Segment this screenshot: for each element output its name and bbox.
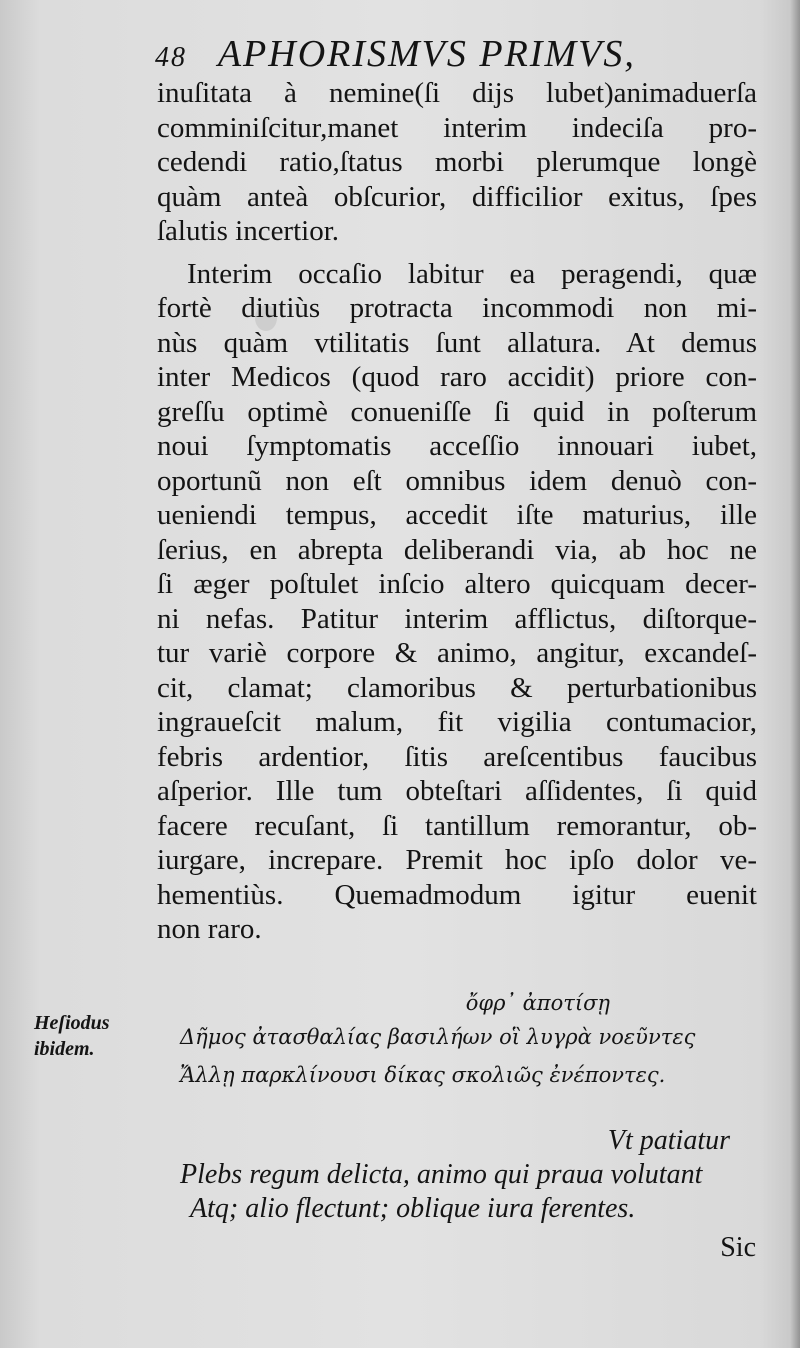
text-line: aſperior. Ille tum obteſtari aſſidentes, ſi quid <box>157 775 757 807</box>
greek-heading: ὄφρ᾽ ἀποτίσῃ <box>465 991 610 1015</box>
text-line: hementiùs. Quemadmodum igitur euenit <box>157 878 757 911</box>
text-line: oportunũ non eſt omnibus idem denuò con- <box>157 464 757 497</box>
paragraph-2 <box>157 257 757 947</box>
catchword: Sic <box>720 1232 756 1263</box>
text-line: quàm anteà obſcurior, difficilior exitus, ſpes <box>157 180 757 213</box>
page-edge-shadow <box>790 0 800 1348</box>
text-line: ingraueſcit malum, fit vigilia contumacior, <box>157 706 757 738</box>
text-line: iurgare, increpare. Premit hoc ipſo dolor ve- <box>157 844 757 876</box>
text-line: cedendi ratio,ſtatus morbi plerumque longè <box>157 146 757 178</box>
margin-note-line: Heſiodus <box>34 1012 110 1034</box>
greek-line: Δῆμος ἀτασθαλίας βασιλήων οἳ λυγρὰ νοεῦντες <box>180 1025 696 1049</box>
running-title: APHORISMVS PRIMVS, <box>217 33 636 75</box>
latin-verse <box>180 1124 760 1226</box>
text-line: noui ſymptomatis acceſſio innouari iubet, <box>157 430 757 462</box>
verse-line: Plebs regum delicta, animo qui praua volutant <box>180 1159 703 1190</box>
text-line: fortè diutiùs protracta incommodi non mi- <box>157 292 757 324</box>
margin-note <box>34 1010 144 1062</box>
text-line: cit, clamat; clamoribus & perturbationibus <box>157 671 757 704</box>
text-line: inter Medicos (quod raro accidit) priore con- <box>157 361 757 393</box>
text-line: non raro. <box>157 913 262 945</box>
text-line: tur variè corpore & animo, angitur, excandeſ- <box>157 637 757 669</box>
text-line: Interim occaſio labitur ea peragendi, quæ <box>187 257 757 290</box>
text-line: ſalutis incertior. <box>157 215 340 247</box>
margin-note-line: ibidem. <box>34 1038 95 1060</box>
running-header <box>155 32 715 78</box>
verse-line: Atq; alio flectunt; oblique iura ferentes. <box>190 1193 636 1224</box>
verse-heading: Vt patiatur <box>607 1125 730 1156</box>
greek-line: Ἄλλῃ παρκλίνουσι δίκας σκολιῶς ἐνέποντες. <box>180 1063 666 1087</box>
text-line: ni nefas. Patitur interim afflictus, diſtorque- <box>157 602 757 635</box>
text-line: inuſitata à nemine(ſi dijs lubet)animaduerſa <box>157 77 757 109</box>
text-line: facere recuſant, ſi tantillum remorantur, ob- <box>157 809 757 842</box>
text-line: nùs quàm vtilitatis ſunt allatura. At demus <box>157 326 757 359</box>
text-line: febris ardentior, ſitis areſcentibus faucibus <box>157 740 757 773</box>
text-line: ueniendi tempus, accedit iſte maturius, ille <box>157 499 757 531</box>
text-line: comminiſcitur,manet interim indeciſa pro- <box>157 111 757 144</box>
paragraph-1 <box>157 76 757 249</box>
text-line: ſerius, en abrepta deliberandi via, ab hoc ne <box>157 533 757 566</box>
text-line: greſſu optimè conueniſſe ſi quid in poſterum <box>157 395 757 428</box>
main-text <box>157 76 757 947</box>
page-number: 48 <box>155 42 187 73</box>
text-line: ſi æger poſtulet inſcio altero quicquam decer- <box>157 568 757 600</box>
greek-quotation <box>180 988 760 1094</box>
